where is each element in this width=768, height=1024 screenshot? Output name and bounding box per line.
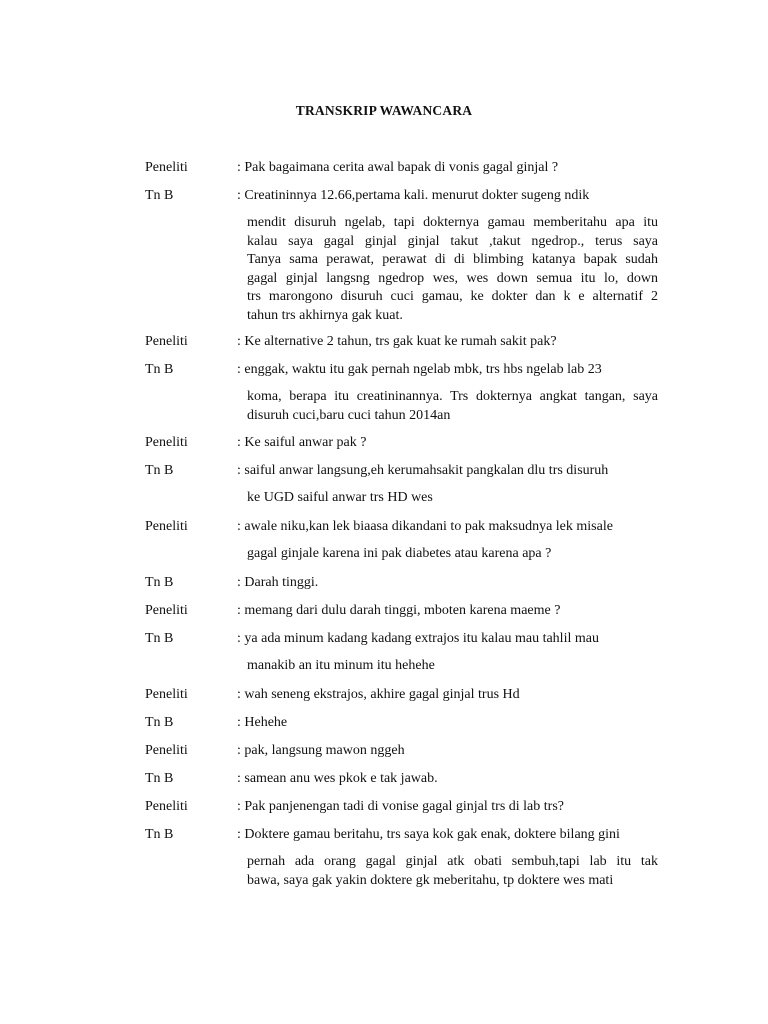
speaker-label: Tn B [145, 188, 174, 203]
utterance-first-line: : Ke alternative 2 tahun, trs gak kuat ke rumah sakit pak? [237, 334, 557, 349]
utterance-first-line: : Ke saiful anwar pak ? [237, 435, 367, 450]
speaker-label: Peneliti [145, 603, 188, 618]
speaker-label: Tn B [145, 575, 174, 590]
utterance-first-line: : pak, langsung mawon nggeh [237, 743, 405, 758]
utterance-first-line: : ya ada minum kadang kadang extrajos itu kalau mau tahlil mau [237, 631, 599, 646]
speaker-label: Peneliti [145, 687, 188, 702]
speaker-label: Tn B [145, 463, 174, 478]
continuation-line: gagal ginjale karena ini pak diabetes atau karena apa ? [247, 546, 552, 561]
speaker-label: Peneliti [145, 160, 188, 175]
utterance-first-line: : memang dari dulu darah tinggi, mboten karena maeme ? [237, 603, 561, 618]
utterance-first-line: : enggak, waktu itu gak pernah ngelab mbk, trs hbs ngelab lab 23 [237, 362, 602, 377]
utterance-first-line: : Hehehe [237, 715, 288, 730]
utterance-continuation [247, 489, 658, 508]
speaker-label: Tn B [145, 631, 174, 646]
document-title: TRANSKRIP WAWANCARA [295, 103, 473, 118]
utterance-first-line: : Darah tinggi. [237, 575, 319, 590]
continuation-line: disuruh cuci,baru cuci tahun 2014an [247, 407, 451, 423]
utterance-continuation [247, 853, 658, 890]
utterance-first-line: : saiful anwar langsung,eh kerumahsakit pangkalan dlu trs disuruh [237, 463, 609, 478]
speaker-label: Peneliti [145, 435, 188, 450]
utterance-continuation [247, 545, 658, 564]
speaker-label: Peneliti [145, 519, 188, 534]
continuation-line: trs marongono disuruh cuci gamau, ke dokter dan k e alternatif 2 [247, 289, 658, 305]
speaker-label: Peneliti [145, 743, 188, 758]
speaker-label: Tn B [145, 771, 174, 786]
continuation-line: kalau saya gagal ginjal ginjal takut ,takut ngedrop., terus saya [247, 233, 658, 249]
speaker-label: Tn B [145, 362, 174, 377]
continuation-line: ke UGD saiful anwar trs HD wes [247, 490, 433, 505]
utterance-first-line: : Doktere gamau beritahu, trs saya kok gak enak, doktere bilang gini [237, 827, 620, 842]
speaker-label: Peneliti [145, 334, 188, 349]
utterance-first-line: : awale niku,kan lek biaasa dikandani to pak maksudnya lek misale [237, 519, 613, 534]
speaker-label: Tn B [145, 827, 174, 842]
continuation-line: koma, berapa itu creatininannya. Trs dokternya angkat tangan, saya [247, 389, 658, 404]
continuation-line: tahun trs akhirnya gak kuat. [247, 307, 403, 323]
utterance-continuation [247, 214, 658, 326]
utterance-continuation [247, 388, 658, 425]
utterance-first-line: : samean anu wes pkok e tak jawab. [237, 771, 438, 786]
utterance-first-line: : wah seneng ekstrajos, akhire gagal ginjal trus Hd [237, 687, 520, 702]
speaker-label: Tn B [145, 715, 174, 730]
continuation-line: bawa, saya gak yakin doktere gk meberitahu, tp doktere wes mati [247, 872, 614, 888]
continuation-line: gagal ginjal langsng ngedrop wes, wes down semua itu lo, down [247, 270, 658, 286]
utterance-continuation [247, 657, 658, 676]
continuation-line: mendit disuruh ngelab, tapi dokternya gamau memberitahu apa itu [247, 215, 658, 230]
utterance-first-line: : Creatininnya 12.66,pertama kali. menurut dokter sugeng ndik [237, 188, 590, 203]
continuation-line: Tanya sama perawat, perawat di di blimbing katanya bapak sudah [247, 252, 658, 268]
continuation-line: manakib an itu minum itu hehehe [247, 658, 435, 673]
utterance-first-line: : Pak bagaimana cerita awal bapak di vonis gagal ginjal ? [237, 160, 559, 175]
speaker-label: Peneliti [145, 799, 188, 814]
continuation-line: pernah ada orang gagal ginjal atk obati sembuh,tapi lab itu tak [247, 854, 658, 869]
utterance-first-line: : Pak panjenengan tadi di vonise gagal ginjal trs di lab trs? [237, 799, 564, 814]
